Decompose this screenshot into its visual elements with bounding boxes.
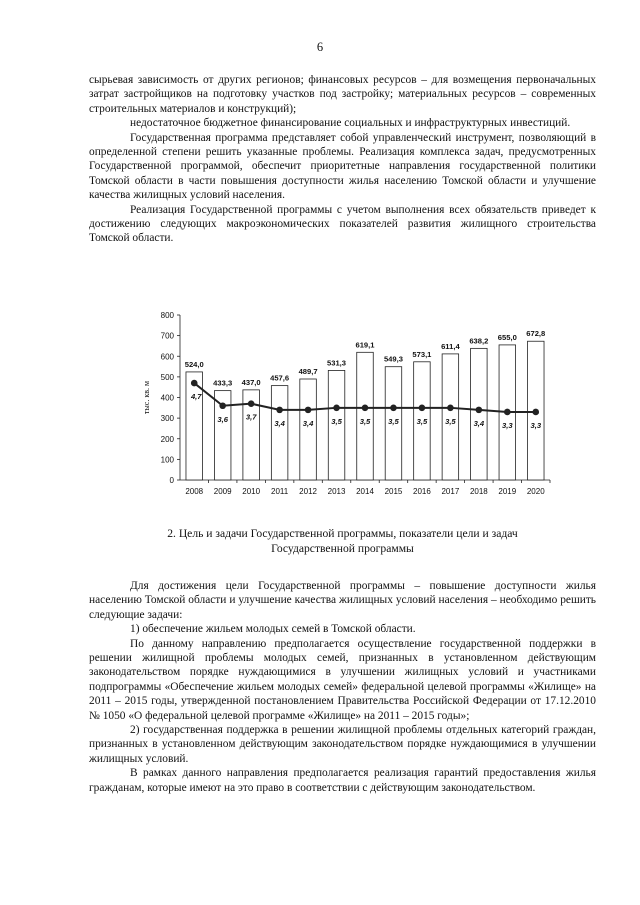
bar [300, 379, 317, 480]
y-axis-label: тыс. кв. м [142, 380, 151, 415]
y-tick-label: 400 [160, 393, 174, 403]
line-value-label: 3,5 [331, 416, 342, 426]
line-value-label: 3,5 [416, 416, 428, 426]
paragraph: 1) обеспечение жильем молодых семей в Томской области. [130, 623, 416, 636]
line-point [191, 380, 198, 387]
paragraph: Реализация Государственной программы с учетом выполнения всех обязательств приведет к достижению следующих макроэкономических показателей развития жилищного строительства Томской области. [89, 203, 596, 245]
line-value-label: 3,4 [274, 418, 285, 428]
paragraph: Для достижения цели Государственной программы – повышение доступности жилья населению Томской области и улучшение качества жилищных условий населения – необходимо решить следующие задачи: [89, 580, 596, 621]
bar-value-label: 524,0 [184, 359, 204, 369]
x-tick-label: 2016 [413, 487, 431, 496]
line-point [419, 405, 426, 412]
section-heading-line: Государственной программы [271, 541, 414, 555]
section-heading-line: 2. Цель и задачи Государственной программы, показатели цели и задач [167, 527, 518, 540]
line-point [390, 405, 397, 412]
section-heading [89, 527, 596, 556]
paragraph: В рамках данного направления предполагается реализация гарантий предоставления жилья гражданам, которые имеют на это право в соответствии с действующим законодательством. [89, 767, 596, 794]
line-point [248, 400, 255, 407]
line-point [305, 407, 312, 414]
line-value-label: 3,6 [217, 414, 228, 424]
line-value-label: 3,4 [302, 418, 314, 428]
y-tick-label: 800 [160, 311, 174, 320]
x-tick-label: 2013 [327, 487, 346, 496]
bar-value-label: 457,6 [270, 373, 290, 383]
line-value-label: 4,7 [190, 392, 202, 402]
paragraph: недостаточное бюджетное финансирование социальных и инфраструктурных инвестиций. [130, 117, 571, 130]
x-tick-label: 2017 [441, 487, 460, 496]
bar-value-label: 437,0 [241, 377, 261, 387]
line-value-label: 3,7 [245, 412, 257, 422]
x-tick-label: 2009 [213, 487, 232, 496]
line-value-label: 3,3 [502, 420, 513, 430]
x-tick-label: 2010 [242, 487, 261, 496]
x-tick-label: 2012 [299, 487, 317, 496]
page-number: 6 [316, 40, 324, 54]
x-tick-label: 2015 [384, 487, 403, 496]
x-tick-label: 2020 [526, 487, 545, 496]
goals-text [89, 579, 596, 795]
bar-value-label: 611,4 [441, 341, 460, 351]
bar-value-label: 672,8 [526, 329, 546, 339]
bar-value-label: 638,2 [469, 336, 489, 346]
line-point [504, 409, 511, 416]
y-tick-label: 200 [160, 434, 174, 444]
line-value-label: 3,3 [530, 420, 542, 430]
bar-value-label: 531,3 [327, 358, 347, 368]
paragraph: сырьевая зависимость от других регионов; финансовых ресурсов – для возмещения первоначальных затрат застройщиков на подготовку участков под застройку; материальных ресурсов – современных строительных материалов и конструкций); [89, 74, 596, 115]
bar-value-label: 655,0 [497, 332, 517, 342]
chart-svg [138, 306, 558, 502]
bar [471, 348, 488, 480]
line-value-label: 3,5 [388, 416, 399, 426]
bar [271, 386, 288, 480]
bar-value-label: 619,1 [355, 340, 375, 350]
y-tick-label: 0 [169, 476, 174, 485]
y-tick-label: 500 [160, 372, 174, 382]
intro-text [89, 73, 596, 246]
bar-value-label: 549,3 [383, 354, 403, 364]
x-tick-label: 2019 [498, 487, 517, 496]
line-point [362, 405, 369, 412]
paragraph: По данному направлению предполагается осуществление государственной поддержки в решении жилищной проблемы молодых семей, признанных в установленном действующим законодательством порядке нуждающимися в улучшении жилищных условий и участниками подпрограммы «Обеспечение жильем молодых семей» федеральной целевой программы «Жилище» на 2011 – 2015 годы, утвержденной постановлением Правительства Российской Федерации от 17.12.2010 № 1050 «О федеральной целевой программе «Жилище» на 2011 – 2015 годы»; [89, 637, 596, 722]
line-point [219, 402, 226, 409]
x-tick-label: 2011 [271, 487, 289, 496]
line-value-label: 3,5 [445, 416, 456, 426]
bar-value-label: 433,3 [213, 378, 233, 388]
line-value-label: 3,4 [473, 418, 485, 428]
paragraph: Государственная программа представляет собой управленческий инструмент, позволяющий в определенной степени решить указанные проблемы. Реализация комплекса задач, предусмотренных Государственной программой, обеспечит приоритетные направления государственной политики Томской области в части повышения доступности жилья населению Томской области и улучшение качества жилищных условий населения. [89, 131, 596, 202]
line-point [333, 405, 340, 412]
bar-value-label: 573,1 [412, 349, 432, 359]
line-value-label: 3,5 [359, 416, 371, 426]
y-tick-label: 300 [160, 414, 174, 424]
x-tick-label: 2018 [469, 487, 488, 496]
line-point [476, 407, 483, 414]
y-tick-label: 100 [160, 455, 174, 465]
y-tick-label: 600 [160, 352, 174, 362]
line-point [532, 409, 539, 416]
line-point [447, 405, 454, 412]
x-tick-label: 2014 [356, 487, 374, 496]
y-tick-label: 700 [160, 331, 174, 341]
paragraph: 2) государственная поддержка в решении жилищной проблемы отдельных категорий граждан, признанных в установленном действующим законодательством порядке нуждающимися в улучшении жилищных условий. [89, 724, 596, 765]
x-tick-label: 2008 [185, 487, 204, 496]
line-point [276, 407, 283, 414]
bar-value-label: 489,7 [298, 366, 318, 376]
housing-chart [138, 306, 558, 502]
